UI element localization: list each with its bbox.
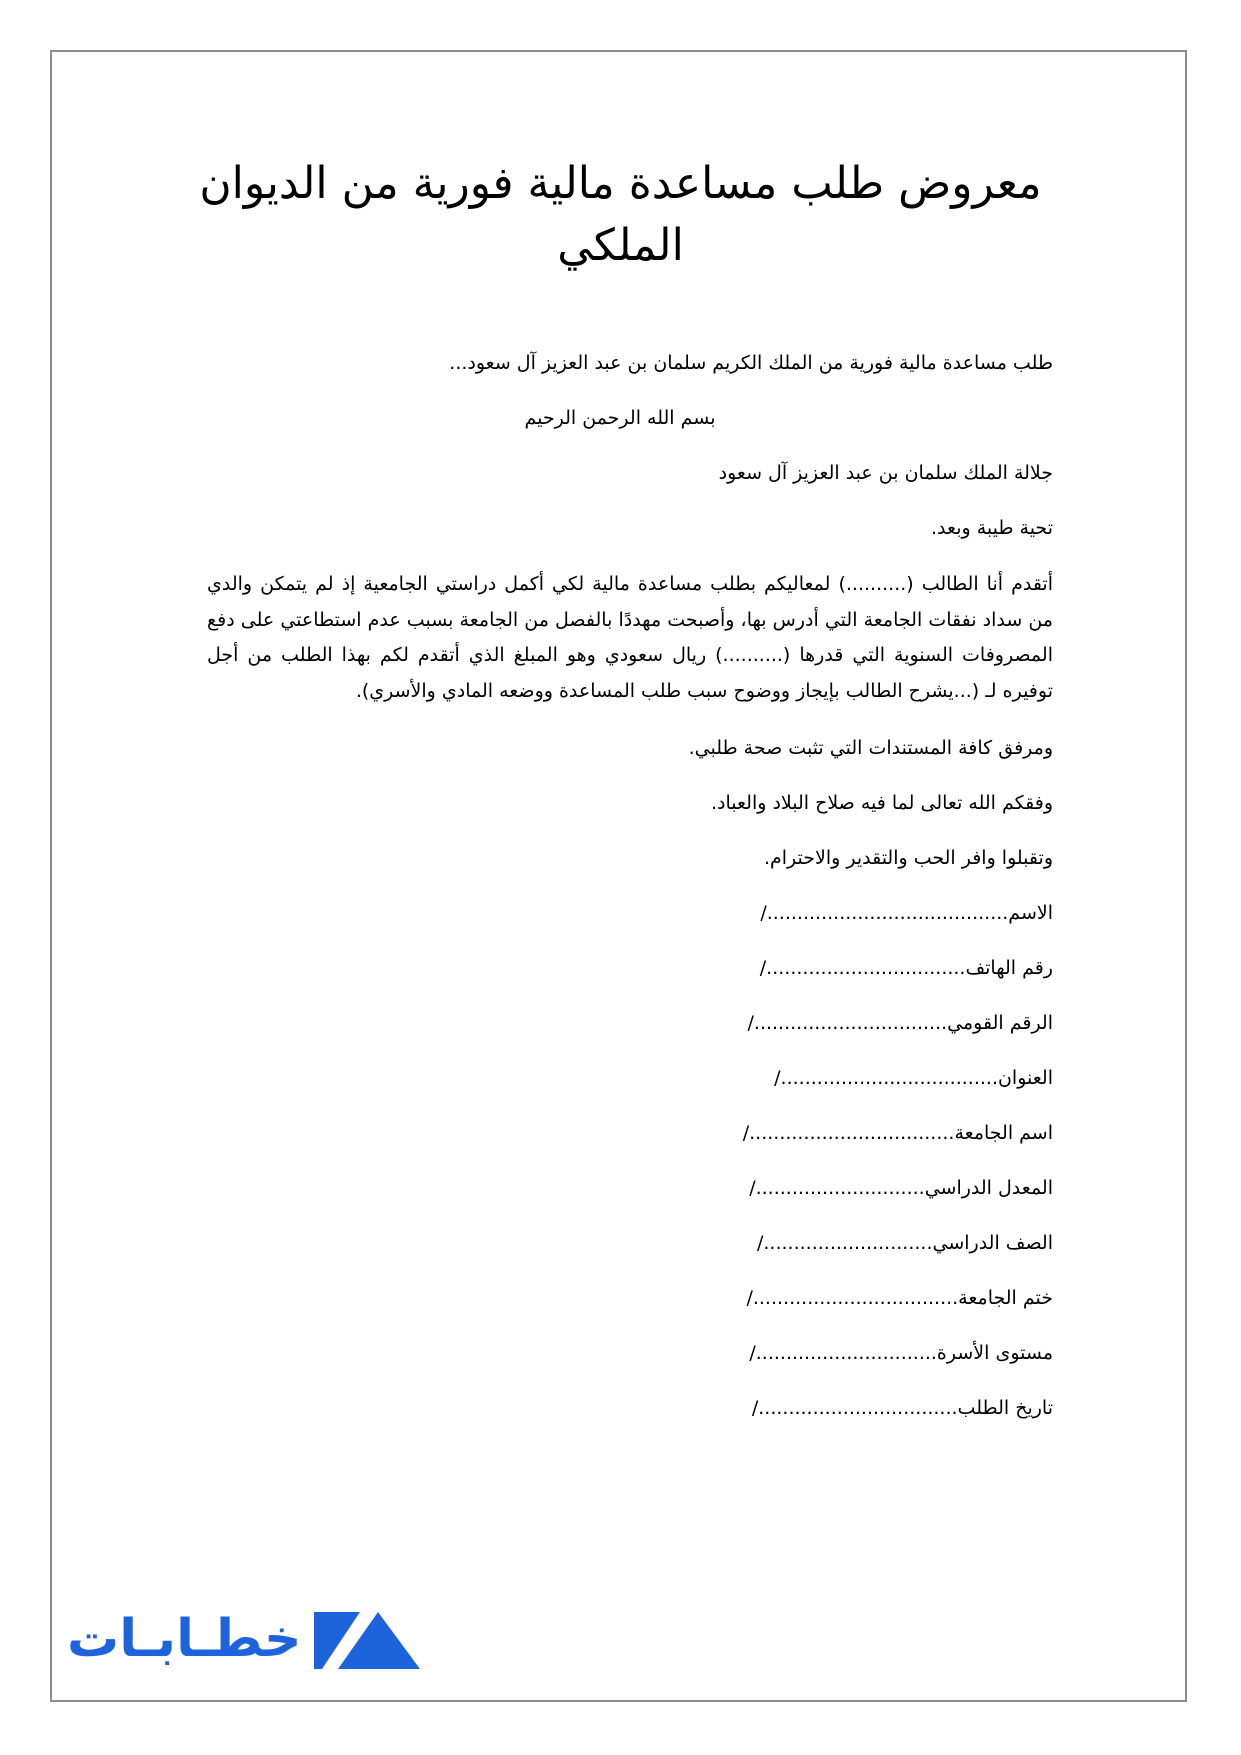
field-name: الاسم......................................../ — [760, 902, 1053, 924]
applicant-fields — [207, 897, 1053, 1424]
field-university-name: اسم الجامعة................................../ — [742, 1122, 1053, 1144]
attachments-note: ومرفق كافة المستندات التي تثبت صحة طلبي. — [688, 737, 1053, 759]
prayer-line: وفقكم الله تعالى لما فيه صلاح البلاد والعباد. — [710, 792, 1053, 814]
field-gpa: المعدل الدراسي............................/ — [749, 1177, 1053, 1199]
greeting: تحية طيبة وبعد. — [931, 517, 1053, 539]
logo-mark-icon — [314, 1609, 420, 1669]
field-university-stamp: ختم الجامعة................................../ — [746, 1287, 1053, 1309]
field-phone: رقم الهاتف................................./ — [759, 957, 1053, 979]
page-title-line: معروض طلب مساعدة مالية فورية من الديوان — [199, 158, 1042, 209]
field-national-id: الرقم القومي................................/ — [747, 1012, 1053, 1034]
field-family-level: مستوى الأسرة............................../ — [749, 1342, 1053, 1364]
page-title-line: الملكي — [557, 220, 684, 271]
field-request-date: تاريخ الطلب................................./ — [751, 1397, 1053, 1419]
field-address: العنوان..................................../ — [774, 1067, 1053, 1089]
letter-subject: طلب مساعدة مالية فورية من الملك الكريم سلمان بن عبد العزيز آل سعود... — [449, 352, 1053, 374]
request-paragraph: أتقدم أنا الطالب (..........) لمعاليكم بطلب مساعدة مالية لكي أكمل دراستي الجامعية إذ لم يتمكن والدي من سداد نفقات الجامعة التي أدرس بها، وأصبحت مهددًا بالفصل من الجامعة بسبب عدم استطاعتي على دفع المصروفات السنوية التي قدرها (..........) ريال سعودي وهو المبلغ الذي أتقدم لكم بهذا الطلب من أجل توفيره لـ (...يشرح الطالب بإيجاز ووضوح سبب طلب المساعدة ووضعه المادي والأسري). — [207, 573, 1053, 702]
closing-line: وتقبلوا وافر الحب والتقدير والاحترام. — [763, 847, 1053, 869]
brand-logo-text: خطـابـات — [67, 1609, 302, 1669]
addressee: جلالة الملك سلمان بن عبد العزيز آل سعود — [718, 462, 1053, 484]
letter-body — [207, 347, 1053, 1447]
brand-logo — [67, 1606, 420, 1672]
field-class-year: الصف الدراسي............................/ — [756, 1232, 1053, 1254]
page-title — [60, 153, 1181, 277]
basmala: بسم الله الرحمن الرحيم — [524, 407, 716, 429]
